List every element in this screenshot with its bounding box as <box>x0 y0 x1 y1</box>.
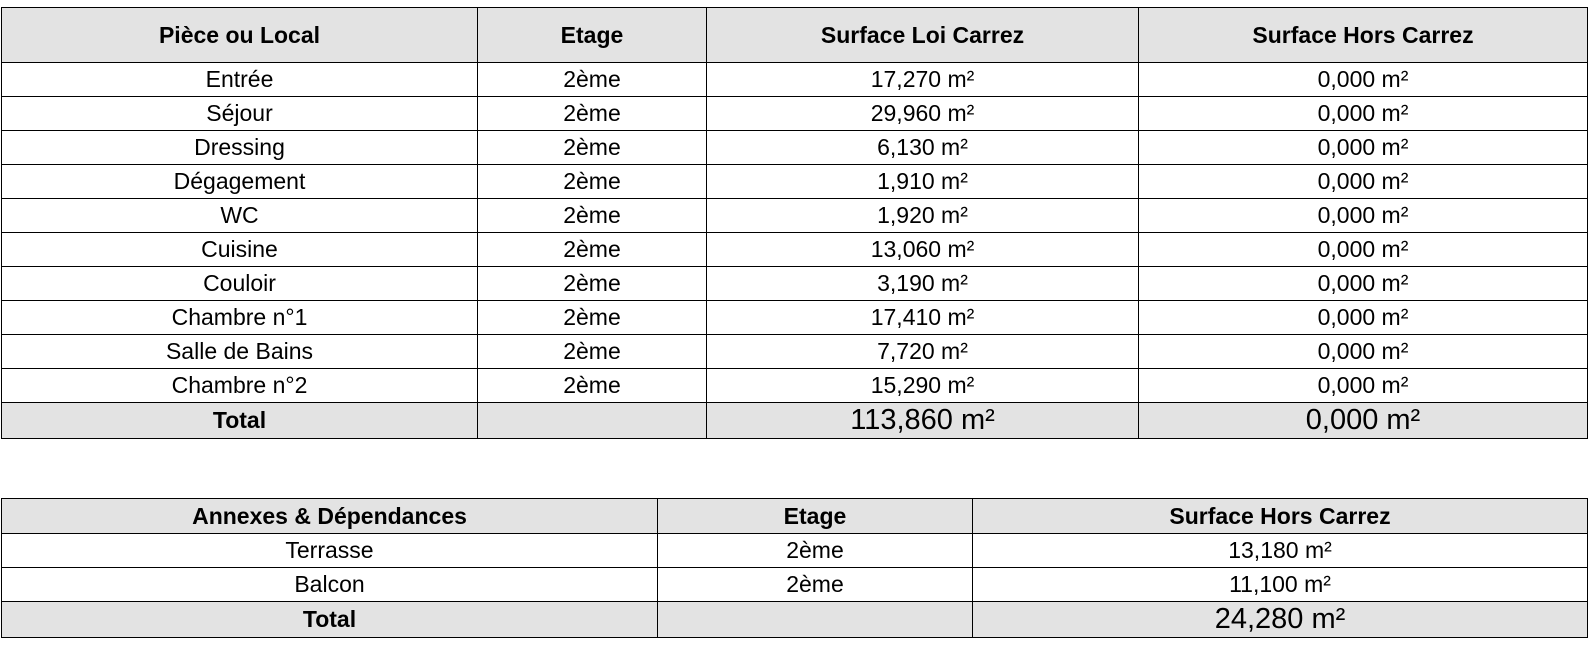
table-row <box>2 534 1588 568</box>
cell-etage: 2ème <box>478 233 707 267</box>
header-surface-hors-carrez: Surface Hors Carrez <box>1139 8 1588 63</box>
cell-hors-carrez: 0,000 m² <box>1139 369 1588 403</box>
cell-hors-carrez: 0,000 m² <box>1139 131 1588 165</box>
cell-piece: Dégagement <box>2 165 478 199</box>
total-hors-carrez: 0,000 m² <box>1139 403 1588 439</box>
cell-etage: 2ème <box>478 267 707 301</box>
cell-piece: Séjour <box>2 97 478 131</box>
annexes-table <box>1 498 1588 638</box>
cell-etage: 2ème <box>478 199 707 233</box>
header-piece-ou-local: Pièce ou Local <box>2 8 478 63</box>
cell-hors-carrez: 0,000 m² <box>1139 267 1588 301</box>
cell-hors-carrez: 0,000 m² <box>1139 97 1588 131</box>
cell-hors-carrez: 11,100 m² <box>973 568 1588 602</box>
table-row <box>2 335 1588 369</box>
table-row <box>2 131 1588 165</box>
cell-piece: Dressing <box>2 131 478 165</box>
cell-annexe: Terrasse <box>2 534 658 568</box>
cell-loi-carrez: 1,920 m² <box>707 199 1139 233</box>
table-row <box>2 165 1588 199</box>
surfaces-total-row <box>2 403 1588 439</box>
cell-loi-carrez: 15,290 m² <box>707 369 1139 403</box>
cell-hors-carrez: 13,180 m² <box>973 534 1588 568</box>
surfaces-table <box>1 7 1588 439</box>
cell-etage: 2ème <box>658 568 973 602</box>
header-surface-loi-carrez: Surface Loi Carrez <box>707 8 1139 63</box>
cell-piece: Chambre n°2 <box>2 369 478 403</box>
header-surface-hors-carrez: Surface Hors Carrez <box>973 499 1588 534</box>
annexes-total-row <box>2 602 1588 638</box>
cell-loi-carrez: 1,910 m² <box>707 165 1139 199</box>
cell-etage: 2ème <box>478 97 707 131</box>
cell-hors-carrez: 0,000 m² <box>1139 335 1588 369</box>
table-row <box>2 568 1588 602</box>
total-etage <box>658 602 973 638</box>
table-row <box>2 267 1588 301</box>
total-etage <box>478 403 707 439</box>
header-annexes-dependances: Annexes & Dépendances <box>2 499 658 534</box>
cell-hors-carrez: 0,000 m² <box>1139 199 1588 233</box>
cell-etage: 2ème <box>478 63 707 97</box>
cell-piece: WC <box>2 199 478 233</box>
cell-hors-carrez: 0,000 m² <box>1139 165 1588 199</box>
cell-loi-carrez: 29,960 m² <box>707 97 1139 131</box>
surfaces-header-row <box>2 8 1588 63</box>
table-row <box>2 97 1588 131</box>
cell-loi-carrez: 17,410 m² <box>707 301 1139 335</box>
cell-loi-carrez: 17,270 m² <box>707 63 1139 97</box>
cell-etage: 2ème <box>658 534 973 568</box>
cell-piece: Salle de Bains <box>2 335 478 369</box>
cell-hors-carrez: 0,000 m² <box>1139 301 1588 335</box>
cell-piece: Couloir <box>2 267 478 301</box>
cell-loi-carrez: 6,130 m² <box>707 131 1139 165</box>
cell-etage: 2ème <box>478 131 707 165</box>
cell-etage: 2ème <box>478 335 707 369</box>
cell-hors-carrez: 0,000 m² <box>1139 233 1588 267</box>
cell-annexe: Balcon <box>2 568 658 602</box>
table-row <box>2 233 1588 267</box>
cell-piece: Entrée <box>2 63 478 97</box>
table-row <box>2 63 1588 97</box>
cell-loi-carrez: 3,190 m² <box>707 267 1139 301</box>
cell-etage: 2ème <box>478 165 707 199</box>
total-label: Total <box>2 602 658 638</box>
cell-piece: Cuisine <box>2 233 478 267</box>
cell-etage: 2ème <box>478 369 707 403</box>
total-hors-carrez: 24,280 m² <box>973 602 1588 638</box>
cell-loi-carrez: 13,060 m² <box>707 233 1139 267</box>
header-etage: Etage <box>658 499 973 534</box>
table-row <box>2 369 1588 403</box>
table-row <box>2 199 1588 233</box>
table-row <box>2 301 1588 335</box>
cell-loi-carrez: 7,720 m² <box>707 335 1139 369</box>
header-etage: Etage <box>478 8 707 63</box>
cell-hors-carrez: 0,000 m² <box>1139 63 1588 97</box>
total-loi-carrez: 113,860 m² <box>707 403 1139 439</box>
cell-piece: Chambre n°1 <box>2 301 478 335</box>
total-label: Total <box>2 403 478 439</box>
cell-etage: 2ème <box>478 301 707 335</box>
annexes-header-row <box>2 499 1588 534</box>
